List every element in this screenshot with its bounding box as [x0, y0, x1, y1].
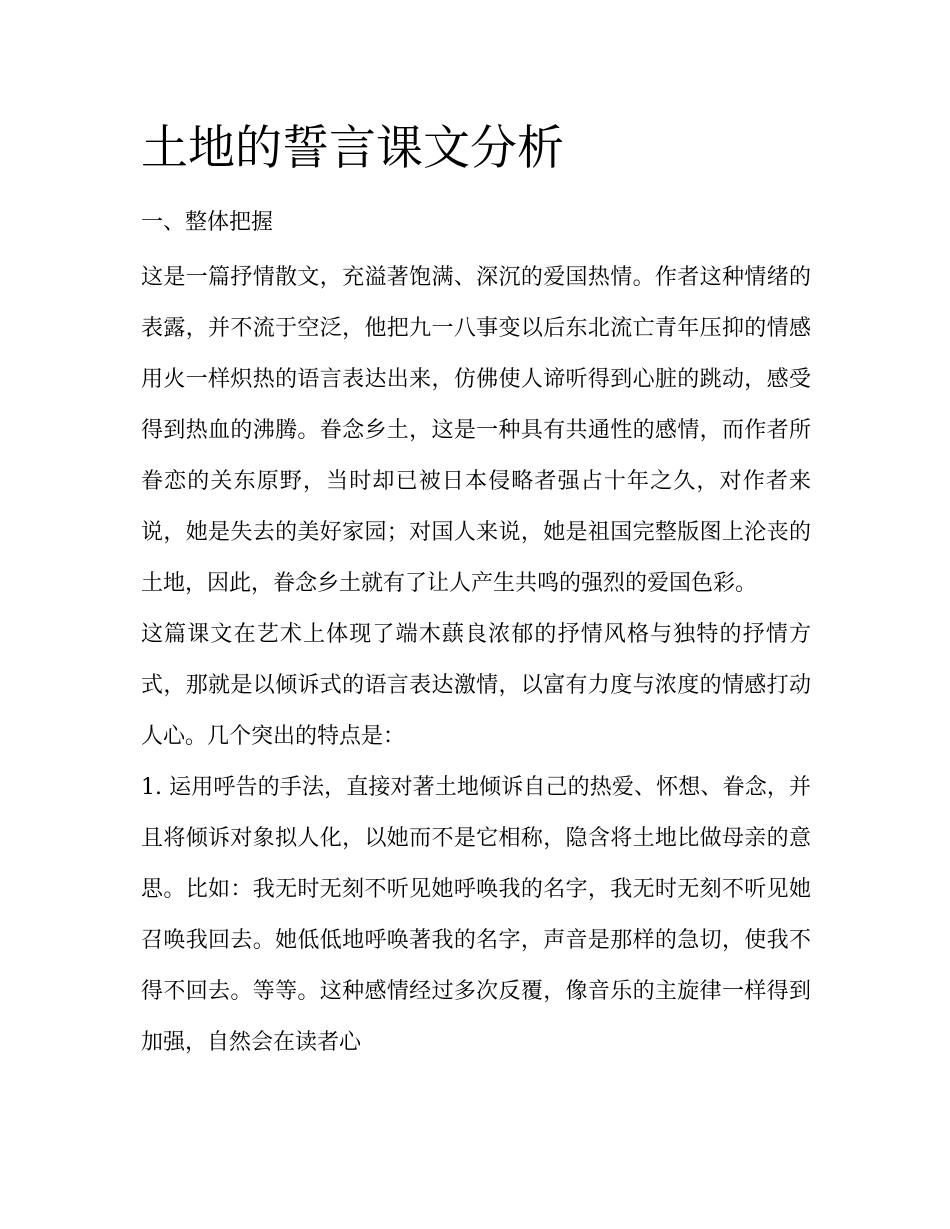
- document-page: [141, 118, 811, 1068]
- document-title: 土地的誓言课文分析: [141, 121, 564, 176]
- section-heading: 一、整体把握: [141, 210, 274, 235]
- paragraph-art-style: 这篇课文在艺术上体现了端木蕻良浓郁的抒情风格与独特的抒情方式，那就是以倾诉式的语言表达激情，以富有力度与浓度的情感打动人心。几个突出的特点是：: [141, 622, 811, 749]
- paragraph-point-1: 1. 运用呼告的手法，直接对著土地倾诉自己的热爱、怀想、眷念，并且将倾诉对象拟人化，以她而不是它相称，隐含将土地比做母亲的意思。比如：我无时无刻不听见她呼唤我的名字，我无时无刻不听见她召唤我回去。她低低地呼唤著我的名字，声音是那样的急切，使我不得不回去。等等。这种感情经过多次反覆，像音乐的主旋律一样得到加强，自然会在读者心: [141, 775, 811, 1055]
- paragraph-overview: 这是一篇抒情散文，充溢著饱满、深沉的爱国热情。作者这种情绪的表露，并不流于空泛，他把九一八事变以后东北流亡青年压抑的情感用火一样炽热的语言表达出来，仿佛使人谛听得到心脏的跳动，感受得到热血的沸腾。眷念乡土，这是一种具有共通性的感情，而作者所眷恋的关东原野，当时却已被日本侵略者强占十年之久，对作者来说，她是失去的美好家园；对国人来说，她是祖国完整版图上沦丧的土地，因此，眷念乡土就有了让人产生共鸣的强烈的爱国色彩。: [141, 265, 811, 596]
